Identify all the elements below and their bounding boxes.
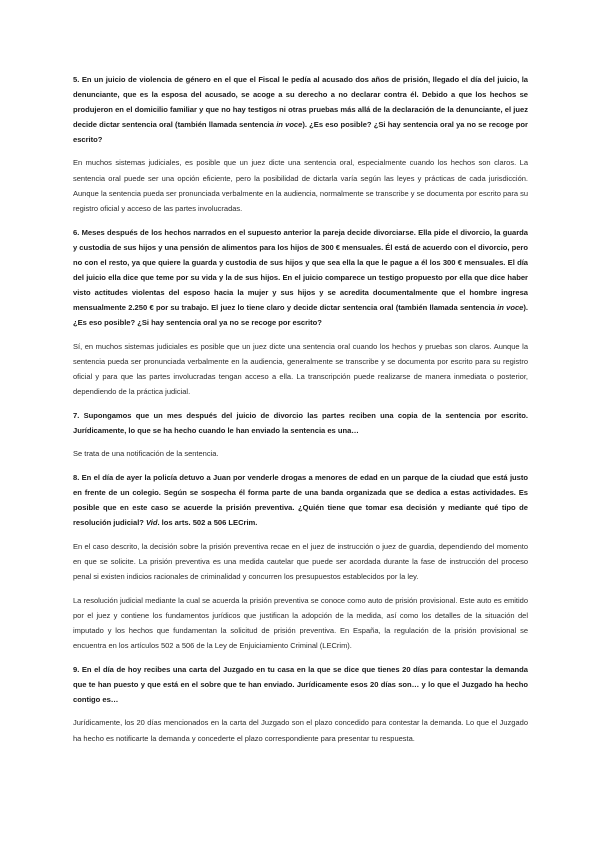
document-page bbox=[73, 72, 528, 755]
question-6-latin-term: in voce bbox=[497, 303, 524, 313]
answer-8-part-2: La resolución judicial mediante la cual se acuerda la prisión preventiva se conoce como auto de prisión provisional. Este auto es emitido por el juez y contiene los fundamentos jurídicos que justifican la adopción de la medida, así como los detalles de la situación del imputado y los hechos que fundamentan la solicitud de prisión preventiva. En España, la regulación de la prisión provisional se encuentra en los artículos 502 a 506 de la Ley de Enjuiciamiento Criminal (LECrim). bbox=[73, 595, 528, 651]
answer-9: Jurídicamente, los 20 días mencionados en la carta del Juzgado son el plazo concedido para contestar la demanda. Lo que el Juzgado ha hecho es notificarte la demanda y concederte el plazo correspondiente para presentar tu respuesta. bbox=[73, 718, 528, 743]
question-8-text-end: . los arts. 502 a 506 LECrim. bbox=[157, 518, 258, 528]
answer-8-part-1: En el caso descrito, la decisión sobre la prisión preventiva recae en el juez de instrucción o juez de guardia, dependiendo del momento en que se solicite. La prisión preventiva es una medida cautelar que puede ser acordada durante la fase de instrucción del proceso penal si existen indicios racionales de criminalidad y concurren los presupuestos establecidos por la ley. bbox=[73, 541, 528, 581]
question-6 bbox=[73, 225, 528, 331]
question-8-text: 8. En el día de ayer la policía detuvo a Juan por venderle drogas a menores de edad en un parque de la ciudad que está justo en frente de un colegio. Según se sospecha él forma parte de una banda organizada que se dedica a estas actividades. Es posible que en este caso se acuerde la prisión preventiva. ¿Quién tiene que tomar esa decisión y mediante qué tipo de resolución judicial? bbox=[73, 473, 528, 528]
question-7: 7. Supongamos que un mes después del juicio de divorcio las partes reciben una copia de la sentencia por escrito. Jurídicamente, lo que se ha hecho cuando le han enviado la sentencia es una… bbox=[73, 410, 528, 435]
question-5-latin-term: in voce bbox=[276, 120, 303, 130]
answer-7: Se trata de una notificación de la sentencia. bbox=[73, 449, 219, 459]
question-5-text-end: ). ¿Es eso posible? ¿Si hay sentencia oral ya no se recoge por escrito? bbox=[73, 120, 528, 145]
question-6-text: 6. Meses después de los hechos narrados en el supuesto anterior la pareja decide divorciarse. Ella pide el divorcio, la guarda y custodia de sus hijos y una pensión de alimentos para los hijos de 300 € mensuales. Él está de acuerdo con el divorcio, pero no con el resto, ya que quiere la guarda y custodia de sus hijos y que sea ella la que le pague a él los 300 € mensuales. El día del juicio ella dice que teme por su vida y la de sus hijos. En el juicio comparece un testigo propuesto por ella que dice haber visto actitudes violentas del esposo hacia la mujer y sus hijos y se acredita documentalmente que el hombre ingresa mensualmente 2.250 € por su trabajo. El juez lo tiene claro y decide dictar sentencia oral (también llamada sentencia bbox=[73, 227, 528, 313]
question-8-latin-term: Vid bbox=[146, 518, 158, 528]
question-6-text-end: ). ¿Es eso posible? ¿Si hay sentencia oral ya no se recoge por escrito? bbox=[73, 303, 528, 328]
answer-5: En muchos sistemas judiciales, es posible que un juez dicte una sentencia oral, especialmente cuando los hechos son claros. La sentencia oral puede ser una opción eficiente, pero la posibilidad de dictarla varía según las leyes y prácticas de cada jurisdicción. Aunque la sentencia pueda ser pronunciada verbalmente en la audiencia, normalmente se transcribe y se documenta por escrito para su registro oficial y acceso de las partes involucradas. bbox=[73, 158, 528, 213]
question-8 bbox=[73, 470, 528, 530]
answer-6: Sí, en muchos sistemas judiciales es posible que un juez dicte una sentencia oral cuando los hechos y pruebas son claros. Aunque la sentencia pueda ser pronunciada verbalmente en la audiencia, generalmente se transcribe y se documenta por escrito para su registro oficial y para que las partes involucradas tengan acceso a ella. La transcripción puede realizarse de manera inmediata o posterior, dependiendo de la práctica judicial. bbox=[73, 341, 528, 396]
question-5-text: 5. En un juicio de violencia de género en el que el Fiscal le pedía al acusado dos años de prisión, llegado el día del juicio, la denunciante, que es la esposa del acusado, se acoge a su derecho a no declarar contra él. Debido a que los hechos se produjeron en el domicilio familiar y que no hay testigos ni otras pruebas más allá de la declaración de la denunciante, el juez decide dictar sentencia oral (también llamada sentencia bbox=[73, 75, 528, 130]
question-5 bbox=[73, 72, 528, 147]
question-9: 9. En el día de hoy recibes una carta del Juzgado en tu casa en la que se dice que tienes 20 días para contestar la demanda que te han puesto y que está en el sobre que te han enviado. Jurídicamente esos 20 días son… y lo que el Juzgado ha hecho contigo es… bbox=[73, 665, 528, 705]
